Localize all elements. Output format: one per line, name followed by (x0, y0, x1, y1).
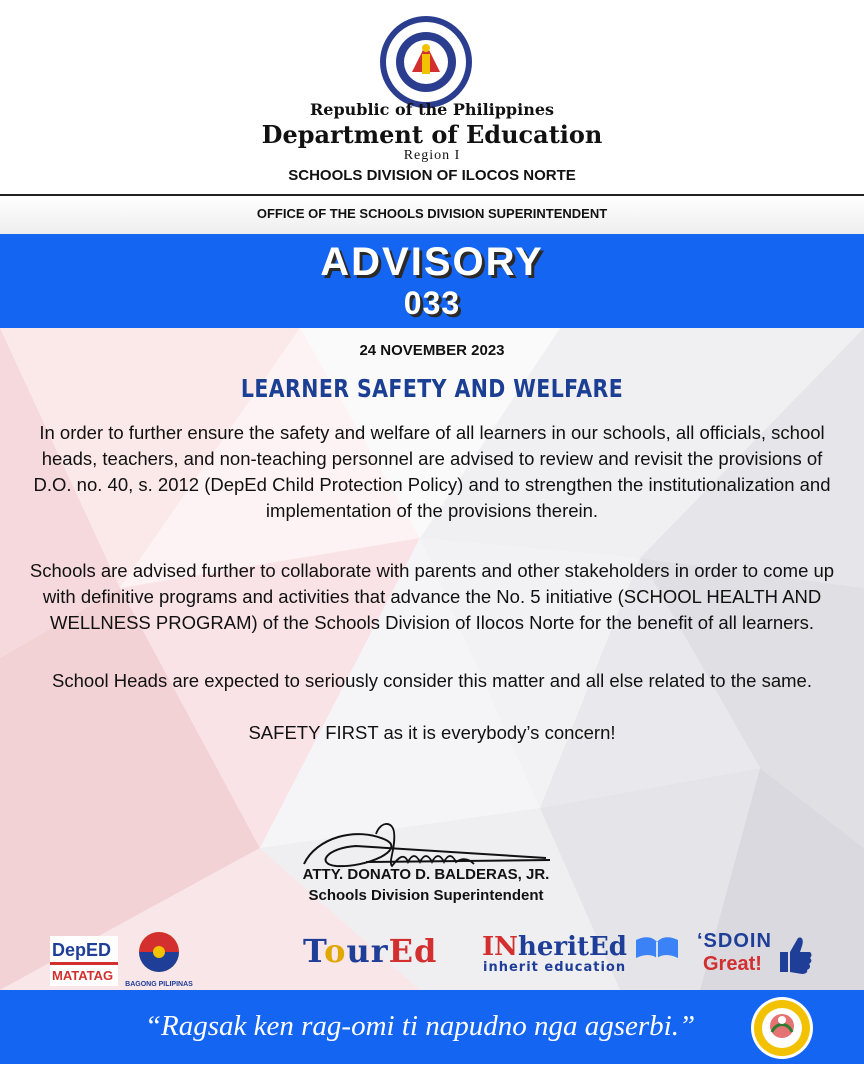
inherit-prefix: IN (482, 932, 518, 962)
thumbs-up-icon (778, 934, 812, 974)
great-text: Great! (703, 953, 762, 975)
matatag-text: MATATAG (52, 968, 114, 983)
office-name: OFFICE OF THE SCHOOLS DIVISION SUPERINTENDENT (256, 206, 608, 221)
region-line: Region I (403, 148, 461, 163)
paragraph-4: SAFETY FIRST as it is everybody’s concern! (248, 722, 616, 743)
signatory-title: Schools Division Superintendent (308, 887, 544, 904)
paragraph-2: Schools are advised further to collaborate with parents and other stakeholders in order to come up with definitive programs and activities that advance the No. 5 initiative (SCHOOL HEALTH AND WELLNESS PROGRAM) of the Schools Division of Ilocos Norte for the benefit of all learners. (29, 560, 835, 633)
open-book-icon (634, 934, 680, 960)
bagong-pilipinas-logo (124, 928, 194, 990)
advisory-number: 033 (403, 285, 461, 321)
signature-icon (296, 818, 556, 878)
partner-logos (0, 920, 864, 990)
deped-matatag-logo (50, 932, 118, 988)
header-divider (0, 194, 864, 196)
advisory-subject: LEARNER SAFETY AND WELFARE (240, 374, 624, 403)
bagong-pilipinas-text: BAGONG PILIPINAS (125, 981, 193, 988)
letterhead (0, 0, 864, 196)
toured-suffix: Ed (388, 932, 438, 970)
bottom-margin (0, 1064, 864, 1080)
sdo-ilocos-norte-seal-icon (750, 996, 814, 1060)
department-name: Department of Education (261, 120, 603, 149)
advisory-date: 24 NOVEMBER 2023 (359, 342, 505, 359)
inherit-main: heritEd (517, 932, 627, 962)
toured-mid: ur (346, 932, 389, 970)
paragraph-3: School Heads are expected to seriously consider this matter and all else related to the same. (52, 670, 812, 691)
signatory-name: ATTY. DONATO D. BALDERAS, JR. (302, 866, 550, 883)
paragraph-1: In order to further ensure the safety and welfare of all learners in our schools, all officials, school heads, teachers, and non-teaching personnel are advised to review and revisit the provisions of D.O. no. 40, s. 2012 (DepEd Child Protection Policy) and to strengthen the institutionalization and implementation of the provisions therein. (33, 422, 831, 521)
advisory-title: ADVISORY (320, 240, 544, 284)
division-name: SCHOOLS DIVISION OF ILOCOS NORTE (288, 167, 576, 184)
toured-prefix: T (303, 932, 325, 970)
deped-text: DepED (52, 940, 112, 960)
inherit-subtitle: inherit education (483, 960, 627, 975)
sdoin-text: ‘SDOIN (697, 930, 772, 952)
deped-seal-icon (378, 14, 474, 110)
toured-o: o (324, 932, 347, 970)
inherited-logo (482, 932, 627, 962)
toured-logo (303, 932, 437, 970)
republic-line: Republic of the Philippines (309, 100, 555, 119)
footer-motto: “Ragsak ken rag-omi ti napudno nga agserbi.” (144, 1010, 696, 1042)
